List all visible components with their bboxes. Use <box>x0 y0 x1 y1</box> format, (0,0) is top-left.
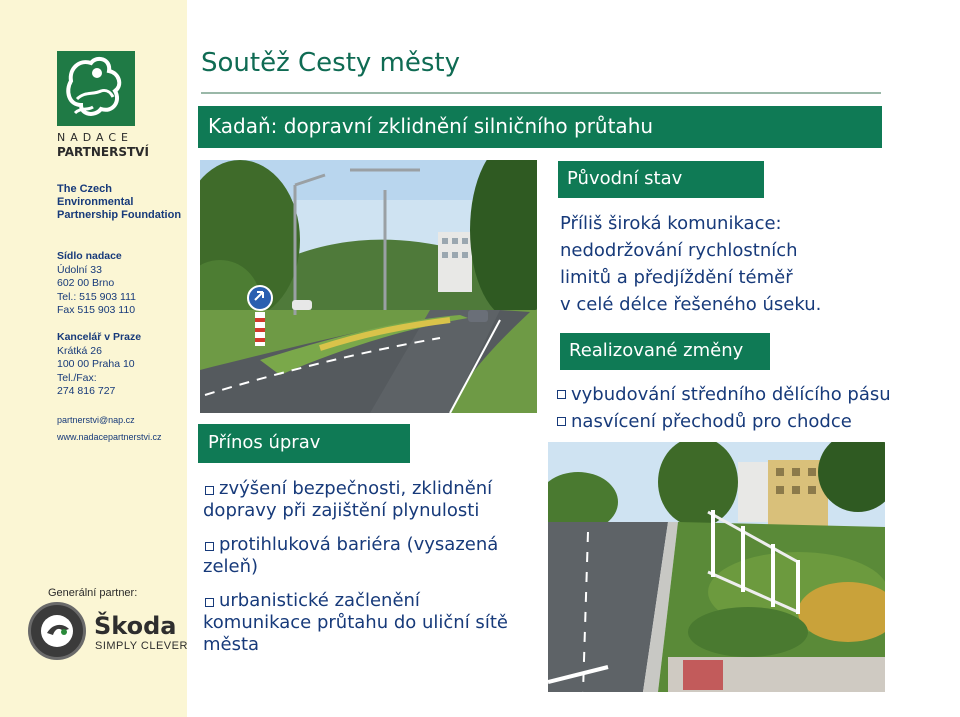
realized-changes-list <box>555 381 935 435</box>
foundation-logo <box>57 51 135 126</box>
office-brno-line: 602 00 Brno <box>57 277 115 289</box>
original-state-line: limitů a předjíždění téměř <box>560 267 793 288</box>
benefit-text: zvýšení bezpečnosti, zklidnění dopravy při zajištění plynulosti <box>203 478 493 521</box>
list-item: nasvícení přechodů pro chodce <box>555 408 935 435</box>
partner-slogan: SIMPLY CLEVER <box>95 640 188 652</box>
original-state-line: v celé délce řešeného úseku. <box>560 294 822 315</box>
skoda-badge-icon <box>28 602 86 660</box>
website-link[interactable]: www.nadacepartnerstvi.cz <box>57 432 162 442</box>
logo-partnerstvi-text: PARTNERSTVÍ <box>57 145 149 159</box>
email-link[interactable]: partnerstvi@nap.cz <box>57 415 135 425</box>
original-state-text <box>560 210 890 318</box>
office-brno-line: Fax 515 903 110 <box>57 304 136 316</box>
title-divider <box>201 92 881 94</box>
list-item: vybudování středního dělícího pásu <box>555 381 935 408</box>
office-praha-line: 274 816 727 <box>57 385 116 397</box>
original-state-line: nedodržování rychlostních <box>560 240 798 261</box>
logo-nadace-text: NADACE <box>57 131 133 144</box>
tree-frog-logo-icon <box>57 51 135 126</box>
organization-name: The Czech Environmental Partnership Foundation <box>57 183 182 221</box>
partner-name: Škoda <box>94 612 177 640</box>
benefit-text: urbanistické začlenění komunikace průtahu do uliční sítě města <box>203 590 508 655</box>
office-praha-line: 100 00 Praha 10 <box>57 358 135 370</box>
realized-changes-heading: Realizované změny <box>560 333 770 370</box>
list-item <box>203 590 523 656</box>
list-item <box>203 478 523 522</box>
office-praha <box>57 331 182 399</box>
office-brno-line: Údolní 33 <box>57 263 102 276</box>
street-photo-before <box>200 160 537 413</box>
partner-label: Generální partner: <box>48 587 138 599</box>
list-item <box>203 534 523 578</box>
street-photo-after <box>548 442 885 692</box>
page-title: Soutěž Cesty městy <box>201 48 460 78</box>
office-brno-line: Tel.: 515 903 111 <box>57 290 137 303</box>
page-subtitle: Kadaň: dopravní zklidnění silničního průtahu <box>198 106 882 148</box>
office-praha-line: Krátká 26 <box>57 344 102 357</box>
benefits-list <box>203 478 523 668</box>
original-state-line: Příliš široká komunikace: <box>560 213 782 234</box>
benefits-heading: Přínos úprav <box>198 424 410 463</box>
benefit-text: protihluková bariéra (vysazená zeleň) <box>203 534 499 577</box>
office-praha-heading: Kancelář v Praze <box>57 331 142 343</box>
original-state-heading: Původní stav <box>558 161 764 198</box>
office-brno <box>57 250 182 318</box>
office-praha-line: Tel./Fax: <box>57 371 97 384</box>
office-brno-heading: Sídlo nadace <box>57 250 122 262</box>
